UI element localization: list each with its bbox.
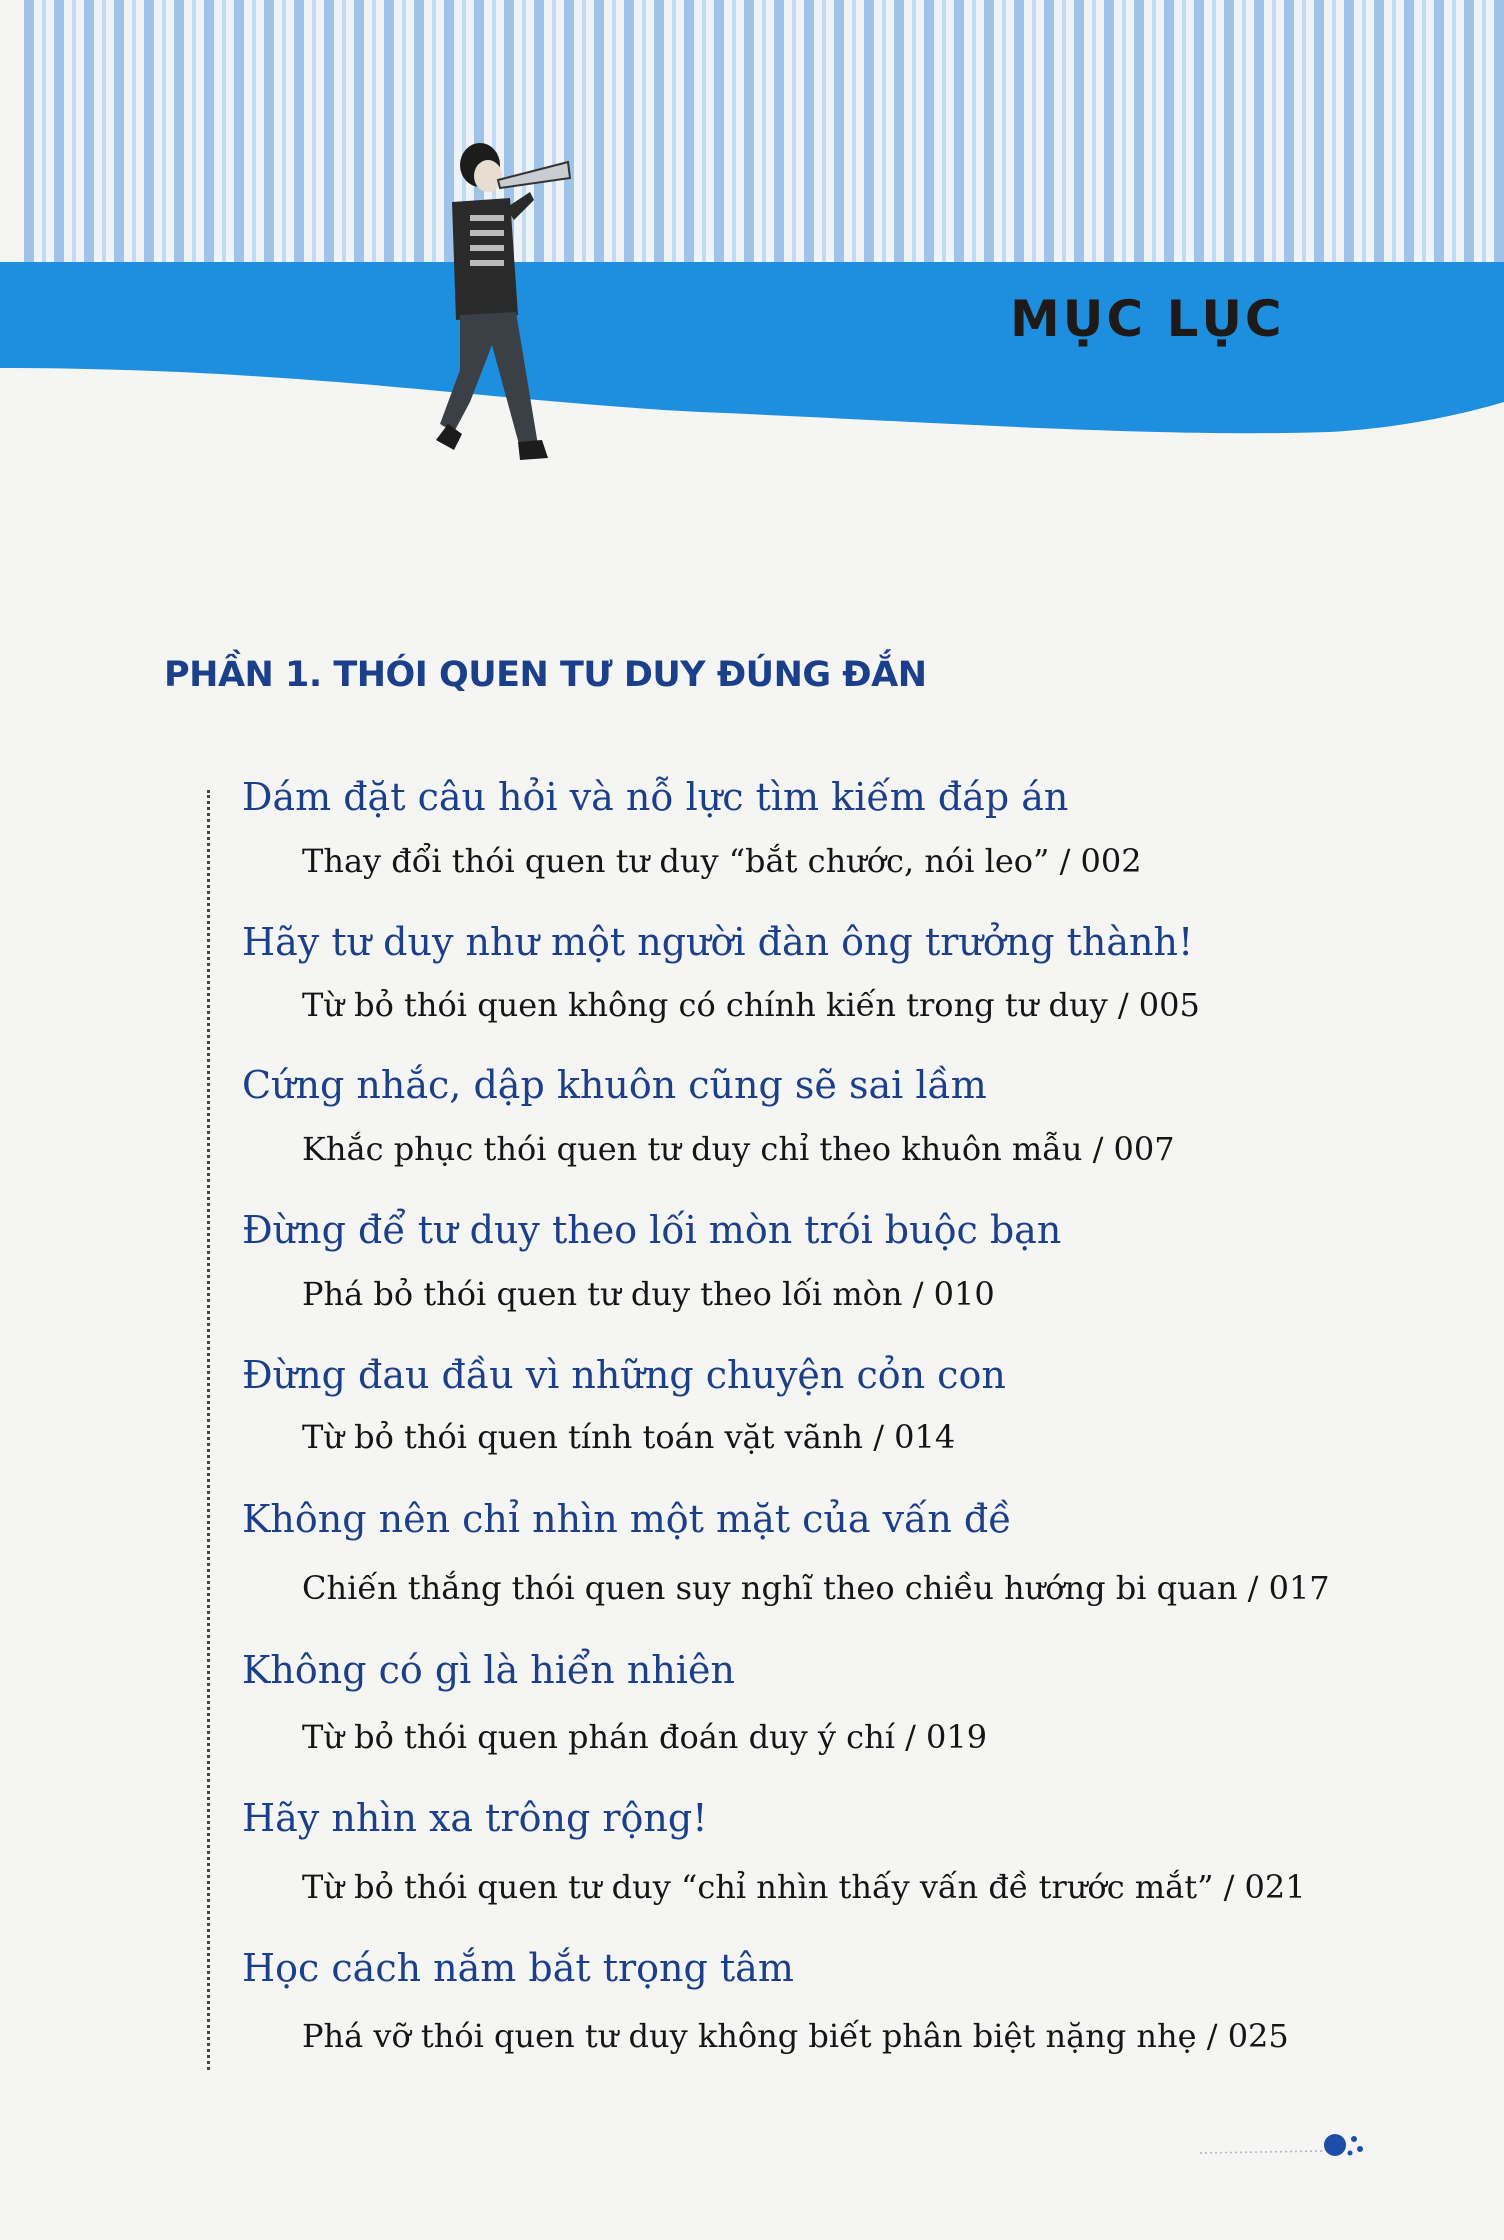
toc-entry-subtitle[interactable]: Từ bỏ thói quen tư duy “chỉ nhìn thấy vấn đề trước mắt” / 021 bbox=[302, 1868, 1306, 1906]
toc-entry-title[interactable]: Dám đặt câu hỏi và nỗ lực tìm kiếm đáp án bbox=[242, 775, 1069, 819]
toc-entry-title[interactable]: Không nên chỉ nhìn một mặt của vấn đề bbox=[242, 1497, 1012, 1541]
page-title: MỤC LỤC bbox=[1010, 290, 1285, 348]
toc-entry-title[interactable]: Hãy tư duy như một người đàn ông trưởng thành! bbox=[242, 920, 1194, 964]
toc-entry-subtitle[interactable]: Phá bỏ thói quen tư duy theo lối mòn / 010 bbox=[302, 1275, 995, 1313]
toc-entry-subtitle[interactable]: Thay đổi thói quen tư duy “bắt chước, nói leo” / 002 bbox=[302, 842, 1142, 880]
toc-entry-subtitle[interactable]: Từ bỏ thói quen không có chính kiến trong tư duy / 005 bbox=[302, 986, 1200, 1024]
toc-entry-title[interactable]: Đừng đau đầu vì những chuyện cỏn con bbox=[242, 1353, 1006, 1397]
blue-band bbox=[0, 0, 1504, 460]
toc-entry-subtitle[interactable]: Khắc phục thói quen tư duy chỉ theo khuôn mẫu / 007 bbox=[302, 1130, 1175, 1168]
toc-entry-title[interactable]: Đừng để tư duy theo lối mòn trói buộc bạn bbox=[242, 1208, 1062, 1252]
toc-dotted-rule bbox=[207, 790, 210, 2070]
toc-entry-title[interactable]: Cứng nhắc, dập khuôn cũng sẽ sai lầm bbox=[242, 1063, 987, 1107]
toc-entry-title[interactable]: Hãy nhìn xa trông rộng! bbox=[242, 1796, 708, 1840]
part-heading: PHẦN 1. THÓI QUEN TƯ DUY ĐÚNG ĐẮN bbox=[164, 655, 927, 695]
toc-entry-subtitle[interactable]: Từ bỏ thói quen tính toán vặt vãnh / 014 bbox=[302, 1418, 956, 1456]
toc-entry-subtitle[interactable]: Từ bỏ thói quen phán đoán duy ý chí / 019 bbox=[302, 1718, 988, 1756]
trumpet-boy-illustration bbox=[430, 140, 590, 460]
toc-entry-title[interactable]: Không có gì là hiển nhiên bbox=[242, 1648, 735, 1692]
toc-entry-title[interactable]: Học cách nắm bắt trọng tâm bbox=[242, 1946, 794, 1990]
header-banner bbox=[0, 0, 1504, 460]
toc-entry-subtitle[interactable]: Chiến thắng thói quen suy nghĩ theo chiều hướng bi quan / 017 bbox=[302, 1569, 1330, 1607]
toc-entry-subtitle[interactable]: Phá vỡ thói quen tư duy không biết phân biệt nặng nhẹ / 025 bbox=[302, 2017, 1289, 2055]
page-ornament-icon bbox=[1200, 2125, 1380, 2165]
